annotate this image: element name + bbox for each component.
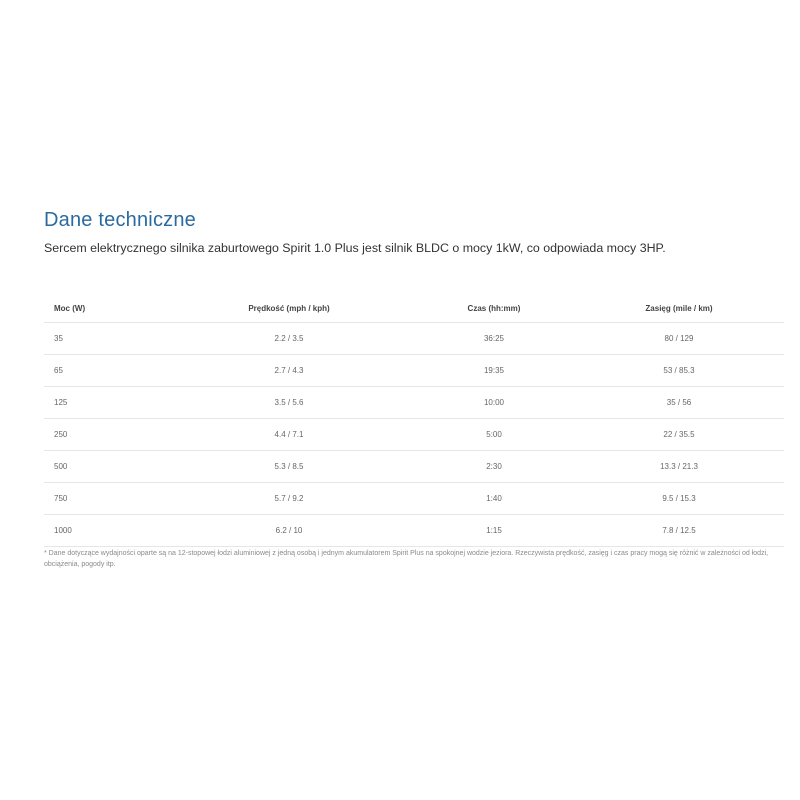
cell-power: 35 xyxy=(44,323,164,355)
cell-range: 7.8 / 12.5 xyxy=(574,515,784,547)
specs-table xyxy=(44,294,784,547)
cell-time: 19:35 xyxy=(414,355,574,387)
cell-power: 750 xyxy=(44,483,164,515)
table-row xyxy=(44,355,784,387)
table-row xyxy=(44,387,784,419)
header-time: Czas (hh:mm) xyxy=(414,294,574,323)
cell-speed: 5.7 / 9.2 xyxy=(164,483,414,515)
table-row xyxy=(44,419,784,451)
cell-power: 250 xyxy=(44,419,164,451)
header-range: Zasięg (mile / km) xyxy=(574,294,784,323)
cell-power: 1000 xyxy=(44,515,164,547)
cell-speed: 2.2 / 3.5 xyxy=(164,323,414,355)
cell-time: 1:15 xyxy=(414,515,574,547)
table-row xyxy=(44,515,784,547)
cell-time: 1:40 xyxy=(414,483,574,515)
table-row xyxy=(44,323,784,355)
cell-time: 2:30 xyxy=(414,451,574,483)
table-header-row xyxy=(44,294,784,323)
table-row xyxy=(44,451,784,483)
cell-range: 9.5 / 15.3 xyxy=(574,483,784,515)
intro-text: Sercem elektrycznego silnika zaburtowego Spirit 1.0 Plus jest silnik BLDC o mocy 1kW, co odpowiada mocy 3HP. xyxy=(44,241,666,255)
cell-time: 36:25 xyxy=(414,323,574,355)
cell-speed: 3.5 / 5.6 xyxy=(164,387,414,419)
cell-power: 500 xyxy=(44,451,164,483)
cell-time: 5:00 xyxy=(414,419,574,451)
cell-range: 53 / 85.3 xyxy=(574,355,784,387)
cell-power: 125 xyxy=(44,387,164,419)
cell-range: 22 / 35.5 xyxy=(574,419,784,451)
cell-range: 13.3 / 21.3 xyxy=(574,451,784,483)
cell-speed: 2.7 / 4.3 xyxy=(164,355,414,387)
header-power: Moc (W) xyxy=(44,294,164,323)
cell-range: 35 / 56 xyxy=(574,387,784,419)
technical-data-section xyxy=(44,206,784,570)
cell-speed: 4.4 / 7.1 xyxy=(164,419,414,451)
cell-range: 80 / 129 xyxy=(574,323,784,355)
table-row xyxy=(44,483,784,515)
cell-time: 10:00 xyxy=(414,387,574,419)
footnote: * Dane dotyczące wydajności oparte są na 12-stopowej łodzi aluminiowej z jedną osobą i jednym akumulatorem Spirit Plus na spokojnej wodzie jeziora. Rzeczywista prędkość, zasięg i czas pracy mogą się różnić w zależności od łodzi, obciążenia, pogody itp. xyxy=(44,550,769,568)
cell-speed: 6.2 / 10 xyxy=(164,515,414,547)
header-speed: Prędkość (mph / kph) xyxy=(164,294,414,323)
page-title: Dane techniczne xyxy=(44,209,196,231)
cell-speed: 5.3 / 8.5 xyxy=(164,451,414,483)
cell-power: 65 xyxy=(44,355,164,387)
